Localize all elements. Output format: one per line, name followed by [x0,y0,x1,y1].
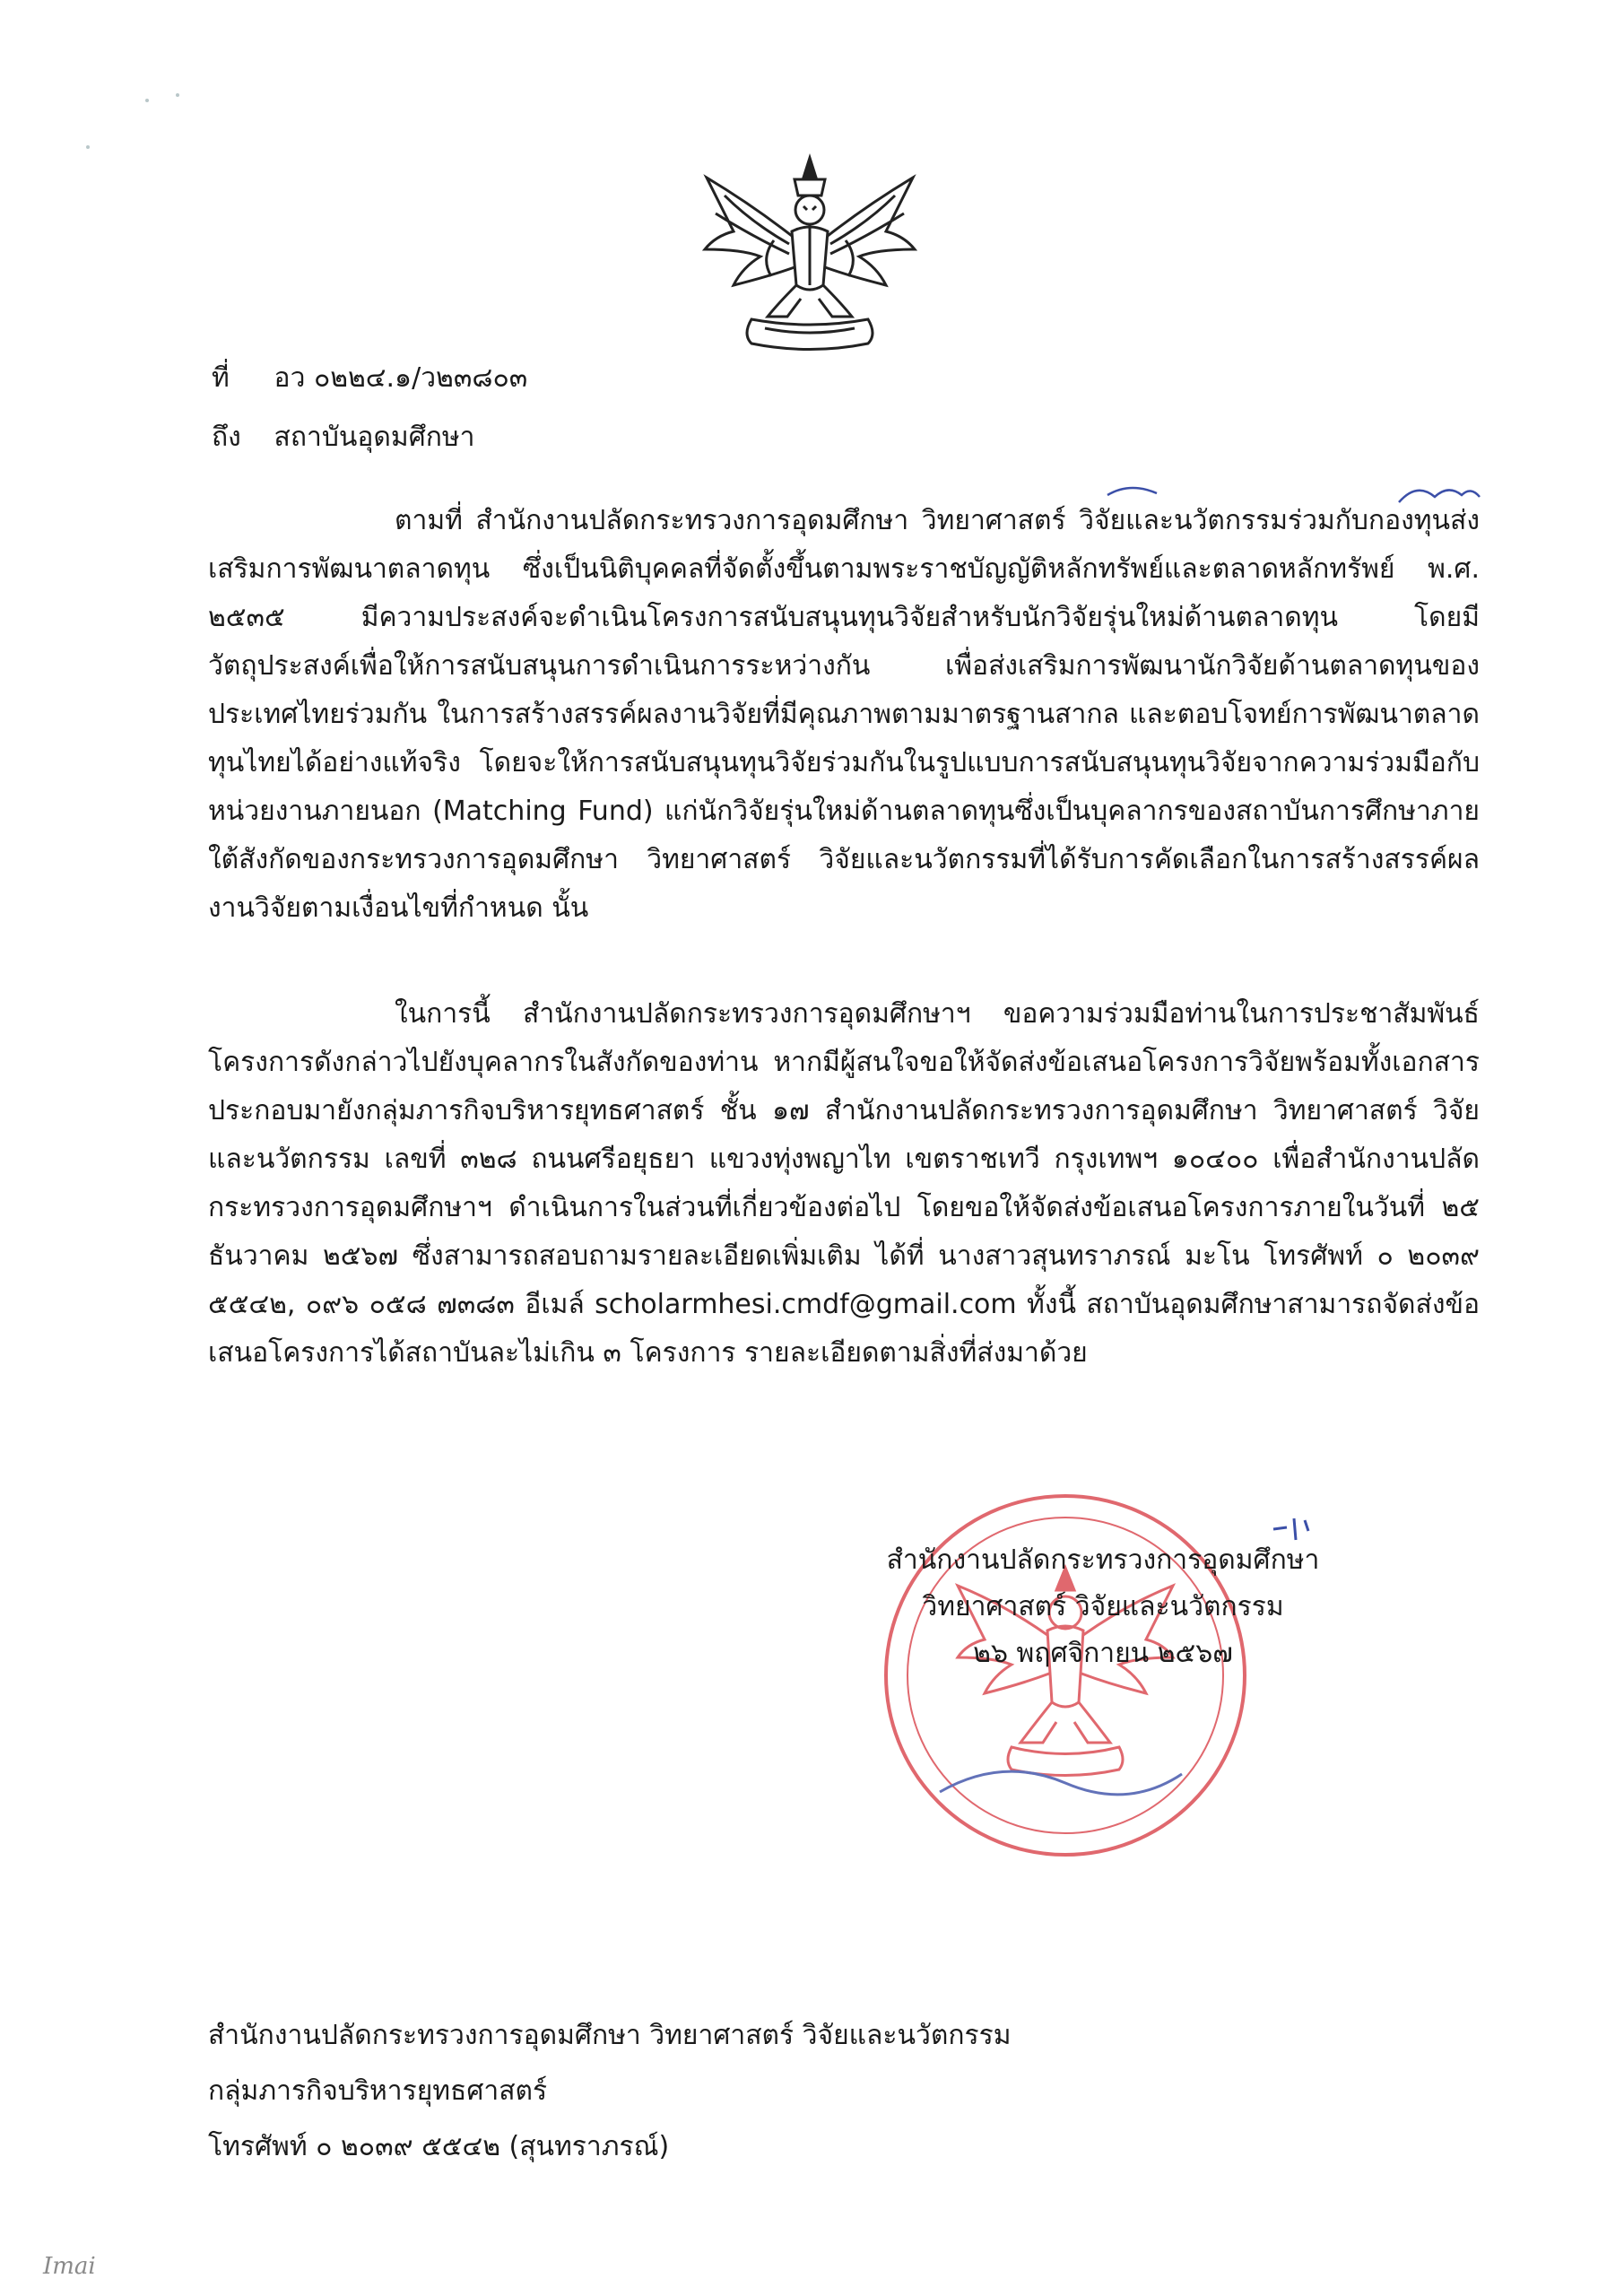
reference-line [212,361,527,396]
signature-date: ๒๖ พฤศจิกายน ๒๕๖๗ [973,1638,1233,1669]
footer-division: กลุ่มภารกิจบริหารยุทธศาสตร์ [208,2075,548,2107]
footer-department: สำนักงานปลัดกระทรวงการอุดมศึกษา วิทยาศาสตร์ วิจัยและนวัตกรรม [208,2020,1012,2051]
scan-speck [86,145,90,149]
signature-org-line1: สำนักงานปลัดกระทรวงการอุดมศึกษา [886,1544,1320,1576]
scan-speck [176,93,179,97]
body-paragraph-2 [208,990,1480,1378]
footer-phone: โทรศัพท์ ๐ ๒๐๓๙ ๕๕๔๒ (สุนทราภรณ์) [208,2131,670,2162]
reference-label: ที่ [212,362,230,394]
corner-handwriting: Imai [43,2253,96,2280]
body-paragraph-1 [208,497,1480,933]
paragraph-text: ตามที่ สำนักงานปลัดกระทรวงการอุดมศึกษา วิทยาศาสตร์ วิจัยและนวัตกรรมร่วมกับกองทุนส่งเสริมการพัฒนาตลาดทุน ซึ่งเป็นนิติบุคคลที่จัดตั้งขึ้นตามพระราชบัญญัติหลักทรัพย์และตลาดหลักทรัพย์ พ.ศ. ๒๕๓๕ มีความประสงค์จะดำเนินโครงการสนับสนุนทุนวิจัยสำหรับนักวิจัยรุ่นใหม่ด้านตลาดทุน โดยมีวัตถุประสงค์เพื่อให้การสนับสนุนการดำเนินการระหว่างกัน เพื่อส่งเสริมการพัฒนานักวิจัยด้านตลาดทุนของประเทศไทยร่วมกัน ในการสร้างสรรค์ผลงานวิจัยที่มีคุณภาพตามมาตรฐานสากล และตอบโจทย์การพัฒนาตลาดทุนไทยได้อย่างแท้จริง โดยจะให้การสนับสนุนทุนวิจัยร่วมกันในรูปแบบการสนับสนุนทุนวิจัยจากความร่วมมือกับหน่วยงานภายนอก (Matching Fund) แก่นักวิจัยรุ่นใหม่ด้านตลาดทุนซึ่งเป็นบุคลากรของสถาบันการศึกษาภายใต้สังกัดของกระทรวงการอุดมศึกษา วิทยาศาสตร์ วิจัยและนวัตกรรมที่ได้รับการคัดเลือกในการสร้างสรรค์ผลงานวิจัยตามเงื่อนไขที่กำหนด นั้น [208,505,1480,924]
signature-org-line2: วิทยาศาสตร์ วิจัยและนวัตกรรม [922,1591,1284,1622]
recipient-value: สถาบันอุดมศึกษา [274,422,475,453]
garuda-emblem-icon [689,151,931,357]
handwritten-initial [1269,1511,1323,1547]
recipient-label: ถึง [212,422,241,453]
recipient-line [212,420,475,456]
reference-number: อว ๐๒๒๔.๑/ว๒๓๘๐๓ [274,362,528,394]
scan-speck [145,99,149,102]
paragraph-text: ในการนี้ สำนักงานปลัดกระทรวงการอุดมศึกษาฯ ขอความร่วมมือท่านในการประชาสัมพันธ์โครงการดังกล่าวไปยังบุคลากรในสังกัดของท่าน หากมีผู้สนใจขอให้จัดส่งข้อเสนอโครงการวิจัยพร้อมทั้งเอกสารประกอบมายังกลุ่มภารกิจบริหารยุทธศาสตร์ ชั้น ๑๗ สำนักงานปลัดกระทรวงการอุดมศึกษา วิทยาศาสตร์ วิจัยและนวัตกรรม เลขที่ ๓๒๘ ถนนศรีอยุธยา แขวงทุ่งพญาไท เขตราชเทวี กรุงเทพฯ ๑๐๔๐๐ เพื่อสำนักงานปลัดกระทรวงการอุดมศึกษาฯ ดำเนินการในส่วนที่เกี่ยวข้องต่อไป โดยขอให้จัดส่งข้อเสนอโครงการภายในวันที่ ๒๕ ธันวาคม ๒๕๖๗ ซึ่งสามารถสอบถามรายละเอียดเพิ่มเติม ได้ที่ นางสาวสุนทราภรณ์ มะโน โทรศัพท์ ๐ ๒๐๓๙ ๕๕๔๒, ๐๙๖ ๐๕๘ ๗๓๘๓ อีเมล์ scholarmhesi.cmdf@gmail.com ทั้งนี้ สถาบันอุดมศึกษาสามารถจัดส่งข้อเสนอโครงการได้สถาบันละไม่เกิน ๓ โครงการ รายละเอียดตามสิ่งที่ส่งมาด้วย [208,998,1480,1369]
